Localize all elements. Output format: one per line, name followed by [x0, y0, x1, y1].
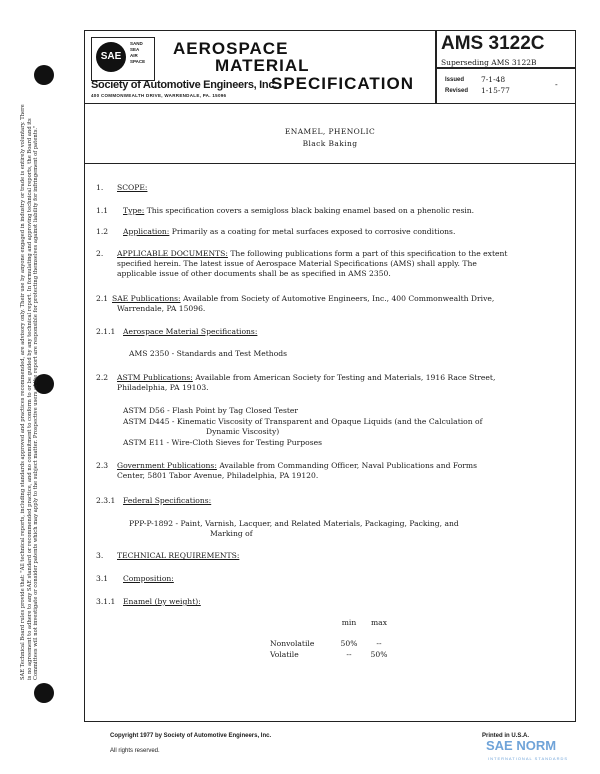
punch-hole-top [34, 65, 54, 85]
printed-in: Printed in U.S.A. [482, 733, 530, 739]
astm-d445-cont: Dynamic Viscosity) [206, 427, 280, 436]
watermark [486, 738, 596, 768]
header-separator [435, 67, 575, 69]
logo-words: SAND SEA AIR SPACE [130, 41, 146, 64]
col-max: max [370, 618, 387, 627]
sae-logo-mark: SAE [96, 42, 126, 72]
table-row: Volatile -- 50% [270, 650, 388, 659]
col-min: min [341, 618, 357, 627]
revised-label: Revised [445, 88, 469, 94]
subject-title: ENAMEL, PHENOLIC [284, 127, 376, 136]
watermark-main: SAE NORM [486, 738, 557, 753]
title-aerospace: AEROSPACE [173, 39, 289, 58]
ams-number: AMS 3122C [441, 33, 545, 54]
issued-label: Issued [445, 77, 465, 83]
title-specification: SPECIFICATION [271, 74, 415, 93]
side-notice [20, 104, 90, 700]
fed-spec-ppp: PPP-P-1892 - Paint, Varnish, Lacquer, and Related Materials, Packaging, Packing, and [129, 519, 459, 528]
superseding: Superseding AMS 3122B [441, 58, 537, 67]
header-dash: - [555, 80, 558, 89]
subject-block [85, 103, 575, 164]
issued-date: 7-1-48 [481, 75, 506, 84]
sae-logo [91, 37, 155, 81]
society-address: 400 COMMONWEALTH DRIVE, WARRENDALE, PA. 15096 [91, 93, 227, 98]
astm-d56: ASTM D56 - Flash Point by Tag Closed Tester [123, 406, 299, 415]
fed-spec-ppp-cont: Marking of [210, 529, 253, 538]
document-frame: SAE SAND SEA AIR SPACE AEROSPACE MATERIAL SPECIFICATION Society of Automotive Engineers, Inc. 400 COMMONWEALTH DRIVE, WARRENDALE, PA. 15096 AMS 3122C Superseding AMS 3122B Issued 7-1-48 - Revised 1-15-77 ENAMEL, PHENOLIC Black Baking 1. SCOPE: 1.1 Type: This specification covers a semigloss black baking enamel based on a phenolic resin. 1.2 Application: Primarily as a coating for metal surfaces exposed to corrosive conditions. 2. APPLICABLE DOCUMENTS: The following publications form a part of this specification to the extent specified herein. The latest issue of Aerospace Material Specifications (AMS) shall apply. The applicable issue of other documents shall be as specified in AMS 2350. 2.1 SAE Publications: Available from Society of Automotive Engineers, Inc., 400 Commonwealth Drive, Warrendale, PA 15096. 2.1.1 Aerospace Material Specifications: AMS 2350 - Standards and Test Methods 2.2 ASTM Publications: Available from American Society for Testing and Materials, 1916 Race Street, Philadelphia, PA 19103. ASTM D56 - Flash Point by Tag Closed Tester ASTM D445 - Kinematic Viscosity of Transparent and Opaque Liquids (and the Calculation of Dynamic Viscosity) ASTM E11 - Wire-Cloth Sieves for Testing Purposes 2.3 Government Publications: Available from Commanding Officer, Naval Publications and Forms Center, 5801 Tabor Avenue, Philadelphia, PA 19120. 2.3.1 Federal Specifications: PPP-P-1892 - Paint, Varnish, Lacquer, and Related Materials, Packaging, Packing, and Marking of 3. TECHNICAL REQUIREMENTS: 3.1 Composition: 3.1.1 Enamel (by weight): [84, 30, 576, 722]
watermark-sub: INTERNATIONAL STANDARDS [488, 756, 569, 761]
society-name: Society of Automotive Engineers, Inc. [91, 79, 277, 91]
revised-date: 1-15-77 [481, 86, 510, 95]
astm-d445: ASTM D445 - Kinematic Viscosity of Transparent and Opaque Liquids (and the Calculation of [123, 417, 483, 426]
astm-e11: ASTM E11 - Wire-Cloth Sieves for Testing Purposes [123, 438, 323, 447]
copyright: Copyright 1977 by Society of Automotive Engineers, Inc. [110, 733, 272, 739]
side-notice-text: SAE Technical Board rules provide that: "All technical reports, including standards approved and practices recommended, are advisory only. Their use by anyone engaged in industry or trade is entirely voluntary. There is no agreement to adhere to any SAE standard or recommended practice, and no commitment to conform to or be guided by any technical report. In formulating and approving technical reports, the Board and its Committees will not investigate or consider patents which may apply to the subject matter. Prospective users of the report are responsible for protecting themselves against liability for infringement of patents." [20, 104, 40, 680]
table-row: Nonvolatile 50% -- [270, 639, 382, 648]
composition-table [270, 618, 396, 661]
ams-2350-item: AMS 2350 - Standards and Test Methods [129, 349, 288, 358]
subject-subtitle: Black Baking [302, 139, 358, 148]
header [85, 31, 575, 104]
rights: All rights reserved. [110, 748, 160, 754]
title-material: MATERIAL [215, 56, 310, 75]
composition-header-row [270, 618, 396, 629]
